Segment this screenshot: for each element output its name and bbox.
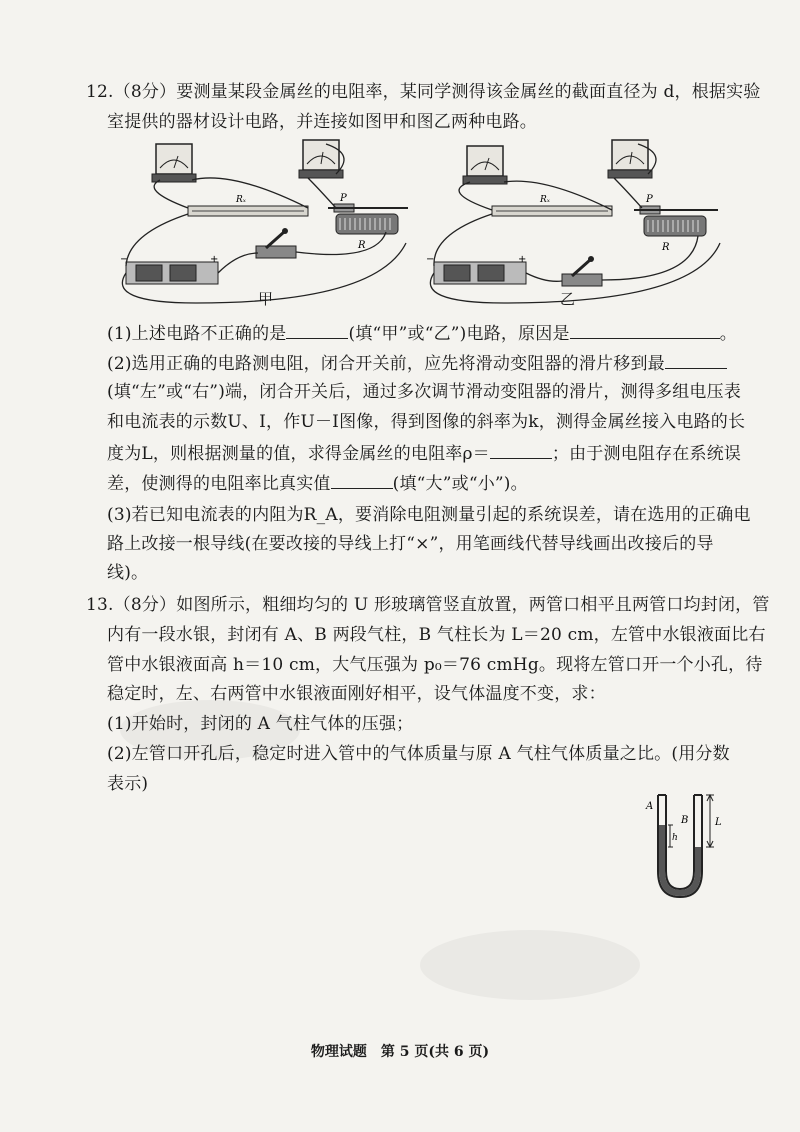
q13-line-3: 管中水银液面高 h＝10 cm，大气压强为 p₀＝76 cmHg。现将左管口开一个小孔，待 xyxy=(107,655,763,675)
q13-line-5: (1)开始时，封闭的 A 气柱气体的压强； xyxy=(107,714,414,734)
rheostat-icon xyxy=(328,204,408,234)
rheostat-r-label: R xyxy=(358,240,366,251)
q12-part2-line-3: 和电流表的示数U、I，作U－I图像，得到图像的斜率为k，测得金属丝接入电路的长 xyxy=(107,412,746,432)
q12-part3-line-3: 线)。 xyxy=(107,563,149,583)
svg-text:+: + xyxy=(518,254,527,265)
answer-blank-circuit[interactable] xyxy=(286,320,348,339)
voltmeter-icon xyxy=(463,146,507,184)
label-l: L xyxy=(715,817,722,828)
q12-part1-suffix: 。 xyxy=(719,324,737,344)
rheostat-icon xyxy=(634,206,718,236)
switch-icon xyxy=(562,256,602,286)
svg-text:+: + xyxy=(210,254,219,265)
answer-blank-bigger-smaller[interactable] xyxy=(331,470,393,489)
page-footer: 物理试题 第 5 页(共 6 页) xyxy=(310,1044,490,1060)
voltmeter-icon xyxy=(152,144,196,182)
label-a: A xyxy=(646,801,654,812)
q13-line-2: 内有一段水银，封闭有 A、B 两段气柱，B 气柱长为 L＝20 cm，左管中水银液面比右 xyxy=(107,625,766,645)
q12-part1-prefix: (1)上述电路不正确的是 xyxy=(107,324,287,344)
ammeter-icon xyxy=(299,140,343,178)
q12-part1-middle: (填“甲”或“乙”)电路，原因是 xyxy=(348,324,570,344)
battery-icon xyxy=(120,254,218,284)
slider-p-label: P xyxy=(646,194,653,205)
answer-blank-resistivity[interactable] xyxy=(490,440,552,459)
metal-wire-rx xyxy=(492,206,612,216)
q12-part3-line-2: 路上改接一根导线(在要改接的导线上打“×”，用笔画线代替导线画出改接后的导 xyxy=(107,534,714,554)
label-b: B xyxy=(681,815,689,826)
metal-wire-rx xyxy=(188,206,308,216)
figure-label-yi: 乙 xyxy=(560,290,576,308)
q12-part2-line-5-suffix: (填“大”或“小”)。 xyxy=(392,474,528,494)
figure-label-jia: 甲 xyxy=(258,290,274,308)
q12-part2-line-4-suffix: ；由于测电阻存在系统误 xyxy=(551,444,742,464)
paper-stain xyxy=(420,930,640,1000)
q12-part2-line-1: (2)选用正确的电路测电阻，闭合开关前，应先将滑动变阻器的滑片移到最 xyxy=(107,354,665,374)
answer-blank-reason[interactable] xyxy=(570,320,720,339)
q13-line-1: 13.（8分）如图所示，粗细均匀的 U 形玻璃管竖直放置，两管口相平且两管口均封闭，管 xyxy=(86,595,770,615)
q12-part2-line-4-prefix: 度为L，则根据测量的值，求得金属丝的电阻率ρ＝ xyxy=(107,444,490,464)
q13-line-7: 表示) xyxy=(107,774,149,794)
svg-text:−: − xyxy=(426,254,435,265)
rheostat-r-label: R xyxy=(662,242,670,253)
slider-p-label: P xyxy=(340,193,347,204)
q12-part2-line-2: (填“左”或“右”)端，闭合开关后，通过多次调节滑动变阻器的滑片，测得多组电压表 xyxy=(107,382,742,402)
ammeter-icon xyxy=(608,140,652,178)
q13-line-6: (2)左管口开孔后，稳定时进入管中的气体质量与原 A 气柱气体质量之比。(用分数 xyxy=(107,744,730,764)
q13-line-4: 稳定时，左、右两管中水银液面刚好相平，设气体温度不变，求： xyxy=(107,684,606,704)
rx-label: Rₓ xyxy=(236,195,246,205)
u-tube-figure xyxy=(640,785,730,905)
rx-label: Rₓ xyxy=(540,195,550,205)
battery-icon xyxy=(426,254,526,284)
q12-part1 xyxy=(107,320,737,346)
switch-icon xyxy=(256,228,296,258)
q12-stem-line-1: 12.（8分）要测量某段金属丝的电阻率，某同学测得该金属丝的截面直径为 d，根据实验 xyxy=(86,82,761,102)
svg-text:−: − xyxy=(120,254,129,265)
label-h: h xyxy=(672,833,678,843)
answer-blank-end[interactable] xyxy=(665,350,727,369)
q12-stem-line-2: 室提供的器材设计电路，并连接如图甲和图乙两种电路。 xyxy=(107,112,537,132)
circuit-figure-jia xyxy=(108,138,408,308)
q12-part3-line-1: (3)若已知电流表的内阻为R_A，要消除电阻测量引起的系统误差，请在选用的正确电 xyxy=(107,505,751,525)
circuit-figure-yi xyxy=(412,138,722,308)
q12-part2-line-5-prefix: 差，使测得的电阻率比真实值 xyxy=(107,474,331,494)
u-tube-icon xyxy=(658,795,714,897)
